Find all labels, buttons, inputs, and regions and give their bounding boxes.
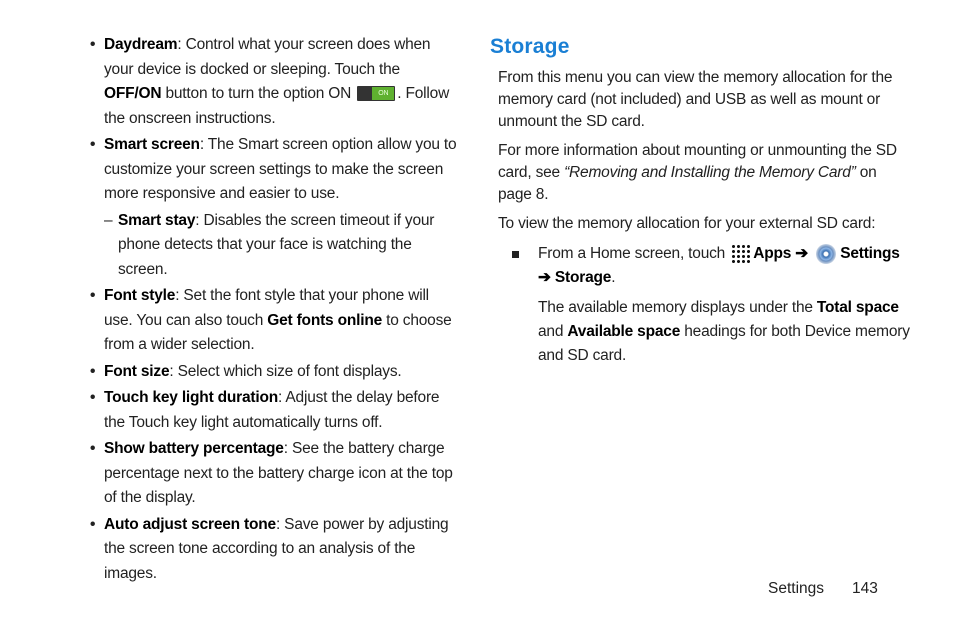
settings-gear-icon [816, 244, 836, 264]
battery-text: : See the battery charge percentage next to the battery charge icon at the top of the display. [104, 440, 453, 506]
bullet-dot: • [90, 36, 96, 53]
square-bullet-icon [512, 251, 519, 258]
memory-card-reference: “Removing and Installing the Memory Card” [564, 164, 856, 181]
apps-label: Apps [753, 245, 792, 262]
font-size-term: Font size [104, 362, 170, 380]
daydream-item [90, 33, 460, 131]
daydream-text: : Control what your screen does when your device is docked or sleeping. Touch the [104, 36, 431, 78]
arrow-right-icon: ➔ [791, 245, 813, 262]
smart-stay-term: Smart stay [118, 211, 196, 229]
apps-grid-icon [731, 244, 751, 264]
sub-dash: – [104, 211, 113, 229]
footer-section: Settings [768, 580, 825, 597]
daydream-term: Daydream [104, 36, 178, 53]
auto-adjust-term: Auto adjust screen tone [104, 515, 276, 533]
available-space-label: Available space [567, 323, 681, 340]
smart-stay-item [90, 209, 460, 283]
smart-screen-text: : The Smart screen option allow you to customize your screen settings to make the screen more responsive and easier to use. [104, 136, 457, 202]
get-fonts-online-label: Get fonts online [267, 311, 383, 329]
font-size-item [90, 360, 460, 385]
storage-heading: Storage [490, 35, 570, 58]
battery-item [90, 437, 460, 511]
step-text: From a Home screen, touch [538, 245, 730, 262]
battery-term: Show battery percentage [104, 440, 284, 457]
daydream-text-3: . Follow the onscreen instructions. [104, 85, 450, 127]
storage-label: Storage [554, 269, 612, 286]
bullet-dot: • [90, 362, 96, 380]
result-text: The available memory displays under the [538, 299, 817, 316]
arrow-right-icon: ➔ [538, 269, 555, 286]
touch-key-text: : Adjust the delay before the Touch key light automatically turns off. [104, 389, 440, 431]
touch-key-term: Touch key light duration [104, 389, 279, 406]
on-toggle-icon [357, 86, 395, 101]
total-space-label: Total space [816, 299, 899, 316]
bullet-dot: • [90, 515, 96, 533]
result-text-2: and [538, 323, 568, 340]
auto-adjust-text: : Save power by adjusting the screen tone according to an analysis of the images. [104, 515, 449, 582]
font-style-term: Font style [104, 287, 176, 304]
step-item [490, 242, 910, 290]
smart-screen-term: Smart screen [104, 136, 200, 153]
more-info-paragraph [498, 140, 910, 206]
font-style-text: : Set the font style that your phone will use. You can also touch [104, 287, 429, 329]
toggle-on-label: ON [372, 87, 394, 100]
daydream-text-2: button to turn the option ON [161, 85, 356, 102]
smart-stay-text: : Disables the screen timeout if your phone detects that your face is watching the screen. [118, 211, 435, 278]
result-text-3: headings for both Device memory and SD card. [538, 323, 910, 364]
result-paragraph [490, 296, 910, 368]
left-column [90, 33, 460, 588]
smart-screen-item [90, 133, 460, 207]
bullet-dot: • [90, 136, 96, 153]
step-end: . [611, 269, 616, 286]
bullet-dot: • [90, 440, 96, 457]
font-style-item [90, 284, 460, 358]
view-allocation-paragraph: To view the memory allocation for your external SD card: [498, 215, 876, 232]
auto-adjust-item [90, 513, 460, 587]
touch-key-item [90, 386, 460, 435]
font-style-text-2: to choose from a wider selection. [104, 311, 452, 353]
bullet-dot: • [90, 389, 96, 406]
more-info-text-2: on page 8. [498, 164, 877, 203]
right-column [490, 33, 910, 368]
offon-label: OFF/ON [104, 85, 162, 102]
intro-paragraph: From this menu you can view the memory allocation for the memory card (not included) and USB as well as mount or unmount the SD card. [498, 69, 893, 130]
bullet-dot: • [90, 287, 96, 304]
page-number: 143 [852, 580, 878, 597]
font-size-text: : Select which size of font displays. [169, 362, 402, 380]
more-info-text: For more information about mounting or unmounting the SD card, see [498, 142, 897, 181]
settings-label: Settings [840, 245, 900, 262]
